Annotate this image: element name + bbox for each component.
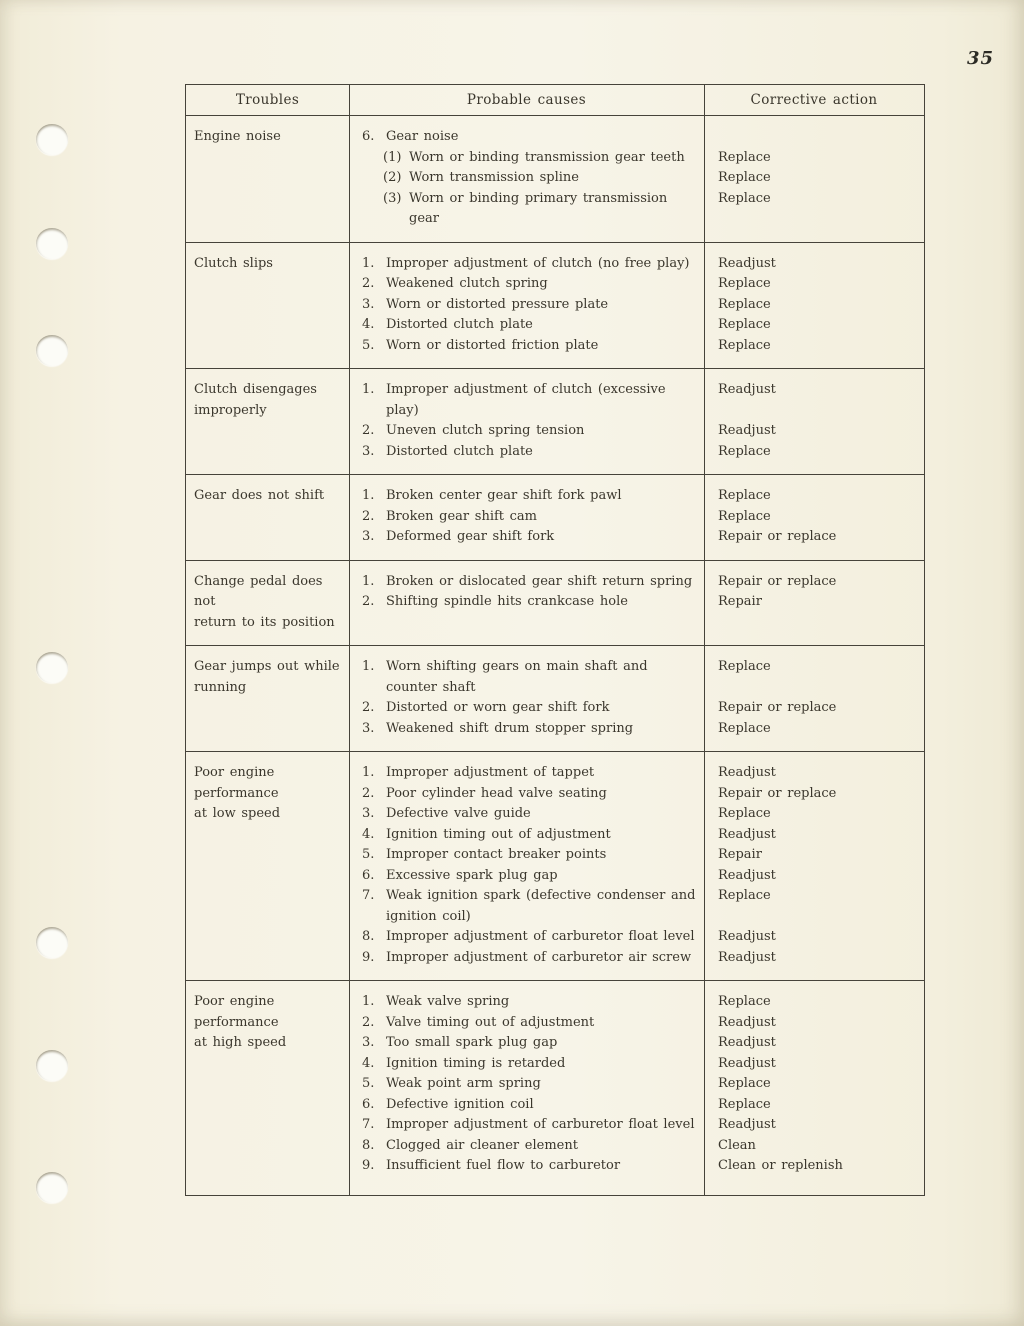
- trouble-text: running: [194, 679, 247, 695]
- cause-number: 1.: [362, 255, 375, 271]
- cause-description: Too small spark plug gap: [386, 1035, 558, 1050]
- cause-number: 8.: [362, 929, 375, 944]
- cause-number: 2.: [362, 700, 375, 715]
- trouble-text: Gear jumps out while: [194, 659, 340, 674]
- probable-cause: [349, 1033, 704, 1054]
- probable-cause: [349, 1095, 704, 1116]
- cause-number: 1.: [362, 765, 375, 780]
- cause-action-pair: [349, 168, 924, 189]
- cause-number: (2): [383, 170, 402, 185]
- cause-action-pair: [349, 274, 924, 295]
- corrective-action: Replace: [718, 317, 771, 332]
- binder-hole: [36, 1172, 68, 1203]
- cause-description: Worn transmission spline: [409, 170, 579, 185]
- corrective-action: Repair or replace: [718, 573, 837, 589]
- probable-cause: [349, 380, 704, 421]
- probable-cause: [349, 763, 704, 784]
- probable-cause: [349, 295, 704, 316]
- cause-description: Ignition timing is retarded: [386, 1055, 566, 1071]
- cause-action-pair: [349, 763, 924, 784]
- probable-cause: [349, 421, 704, 442]
- trouble-text: Gear does not shift: [194, 488, 325, 503]
- causes-and-actions: [349, 763, 924, 968]
- corrective-action: Replace: [718, 276, 771, 291]
- cause-description: Gear noise: [386, 129, 459, 144]
- cause-description: Improper adjustment of carburetor float level: [386, 929, 695, 944]
- corrective-action: Readjust: [718, 867, 776, 883]
- trouble-cell: [186, 992, 349, 1177]
- binder-hole: [36, 1050, 68, 1081]
- cause-description: Ignition timing out of adjustment: [386, 826, 611, 842]
- causes-and-actions: [349, 254, 924, 357]
- probable-cause: [349, 1013, 704, 1034]
- trouble-text: at high speed: [194, 1035, 287, 1050]
- corrective-action: Replace: [718, 337, 771, 353]
- header-probable-causes: Probable causes: [466, 91, 587, 108]
- trouble-text: Engine noise: [194, 129, 281, 144]
- causes-and-actions: [349, 657, 924, 739]
- corrective-action: Clean: [718, 1137, 756, 1153]
- cause-number: (3): [383, 190, 402, 206]
- probable-cause: [349, 886, 704, 927]
- probable-cause: [349, 1136, 704, 1157]
- probable-cause: [349, 845, 704, 866]
- cause-number: 6.: [362, 867, 375, 883]
- cause-action-pair: [349, 295, 924, 316]
- binder-hole: [36, 335, 68, 366]
- cause-description: Worn or distorted friction plate: [386, 337, 599, 353]
- cause-description: Distorted or worn gear shift fork: [386, 700, 610, 715]
- cause-action-pair: [349, 148, 924, 169]
- corrective-action: Readjust: [718, 382, 776, 397]
- cause-description: Weak ignition spark (defective condenser and ignition coil): [386, 888, 696, 924]
- probable-cause: [349, 1074, 704, 1095]
- trouble-cell: [186, 380, 349, 462]
- probable-cause: [349, 336, 704, 357]
- cause-action-pair: [349, 927, 924, 948]
- corrective-action: Replace: [718, 659, 771, 674]
- cause-action-pair: [349, 1033, 924, 1054]
- causes-and-actions: [349, 572, 924, 634]
- cause-action-pair: [349, 254, 924, 275]
- cause-action-pair: [349, 1136, 924, 1157]
- cause-action-pair: [349, 442, 924, 463]
- trouble-cell: [186, 254, 349, 357]
- cause-action-pair: [349, 698, 924, 719]
- corrective-action: Readjust: [718, 1117, 776, 1132]
- corrective-action: Repair or replace: [718, 785, 837, 801]
- trouble-text: Poor engine performance: [194, 994, 279, 1030]
- corrective-action: Clean or replenish: [718, 1158, 843, 1173]
- header-corrective-action: Corrective action: [750, 91, 878, 108]
- cause-number: 4.: [362, 317, 375, 332]
- cause-number: 4.: [362, 1055, 375, 1071]
- cause-number: 9.: [362, 1158, 375, 1173]
- probable-cause: [349, 719, 704, 740]
- table-row: [186, 645, 924, 751]
- cause-action-pair: [349, 1054, 924, 1075]
- cause-description: Weakened clutch spring: [386, 276, 548, 291]
- probable-cause: [349, 866, 704, 887]
- corrective-action: Replace: [718, 1076, 771, 1091]
- cause-action-pair: [349, 1115, 924, 1136]
- probable-cause: [349, 254, 704, 275]
- cause-number: (1): [383, 149, 402, 165]
- table-row: [186, 242, 924, 369]
- probable-cause: [349, 804, 704, 825]
- corrective-action: Replace: [718, 806, 771, 821]
- trouble-cell: [186, 657, 349, 739]
- cause-number: 3.: [362, 1035, 375, 1050]
- cause-description: Improper contact breaker points: [386, 847, 607, 862]
- probable-cause: [349, 927, 704, 948]
- cause-action-pair: [349, 1074, 924, 1095]
- table-body: [186, 115, 924, 1195]
- cause-number: 2.: [362, 1014, 375, 1030]
- cause-number: 3.: [362, 806, 375, 821]
- probable-cause: [349, 1054, 704, 1075]
- trouble-cell: [186, 763, 349, 968]
- probable-cause: [349, 825, 704, 846]
- corrective-action: Replace: [718, 1096, 771, 1112]
- trouble-text: at low speed: [194, 806, 281, 821]
- table-row: [186, 751, 924, 980]
- causes-and-actions: [349, 992, 924, 1177]
- cause-action-pair: [349, 845, 924, 866]
- cause-number: 6.: [362, 129, 375, 144]
- cause-action-pair: [349, 1095, 924, 1116]
- page-number: 35: [966, 48, 994, 69]
- cause-number: 3.: [362, 443, 375, 459]
- trouble-text: return to its position: [194, 614, 335, 630]
- corrective-action: Readjust: [718, 1055, 776, 1071]
- corrective-action: Repair: [718, 594, 762, 609]
- cause-description: Distorted clutch plate: [386, 317, 533, 332]
- probable-cause: [349, 1115, 704, 1136]
- corrective-action: Replace: [718, 488, 771, 503]
- cause-number: 3.: [362, 529, 375, 544]
- cause-description: Broken center gear shift fork pawl: [386, 488, 622, 503]
- corrective-action: Replace: [718, 296, 771, 312]
- cause-number: 1.: [362, 382, 375, 397]
- probable-cause: [349, 315, 704, 336]
- trouble-text: Change pedal does not: [194, 573, 323, 609]
- cause-action-pair: [349, 527, 924, 548]
- binder-hole: [36, 652, 68, 683]
- trouble-text: improperly: [194, 402, 267, 418]
- probable-cause: [349, 442, 704, 463]
- cause-number: 2.: [362, 276, 375, 291]
- corrective-action: Readjust: [718, 929, 776, 944]
- binder-hole: [36, 124, 68, 155]
- column-divider: [704, 85, 705, 1195]
- cause-number: 5.: [362, 847, 375, 862]
- table-header-row: [186, 85, 924, 115]
- cause-action-pair: [349, 421, 924, 442]
- cause-number: 6.: [362, 1096, 375, 1112]
- trouble-cell: [186, 572, 349, 634]
- trouble-text: Clutch disengages: [194, 382, 317, 397]
- cause-number: 2.: [362, 508, 375, 524]
- cause-number: 3.: [362, 720, 375, 736]
- cause-description: Improper adjustment of tappet: [386, 765, 595, 780]
- cause-action-pair: [349, 592, 924, 613]
- cause-description: Broken gear shift cam: [386, 508, 538, 524]
- cause-action-pair: [349, 127, 924, 148]
- cause-action-pair: [349, 1013, 924, 1034]
- probable-cause: [349, 189, 704, 230]
- cause-number: 5.: [362, 1076, 375, 1091]
- cause-number: 1.: [362, 994, 375, 1009]
- corrective-action: Replace: [718, 888, 771, 903]
- corrective-action: Replace: [718, 994, 771, 1009]
- trouble-text: Clutch slips: [194, 255, 273, 271]
- corrective-action: Readjust: [718, 1014, 776, 1030]
- cause-description: Uneven clutch spring tension: [386, 423, 585, 438]
- cause-description: Defective ignition coil: [386, 1096, 534, 1112]
- cause-action-pair: [349, 825, 924, 846]
- corrective-action: Replace: [718, 443, 771, 459]
- cause-action-pair: [349, 804, 924, 825]
- probable-cause: [349, 992, 704, 1013]
- corrective-action: Readjust: [718, 765, 776, 780]
- cause-description: Excessive spark plug gap: [386, 867, 558, 883]
- cause-description: Clogged air cleaner element: [386, 1137, 578, 1153]
- cause-number: 2.: [362, 423, 375, 438]
- corrective-action: Readjust: [718, 949, 776, 965]
- cause-action-pair: [349, 948, 924, 969]
- cause-action-pair: [349, 886, 924, 927]
- troubleshooting-table: [185, 84, 925, 1196]
- corrective-action: Readjust: [718, 255, 776, 271]
- cause-action-pair: [349, 866, 924, 887]
- probable-cause: [349, 527, 704, 548]
- cause-action-pair: [349, 657, 924, 698]
- trouble-text: Poor engine performance: [194, 765, 279, 801]
- cause-description: Improper adjustment of carburetor float level: [386, 1117, 695, 1132]
- corrective-action: Replace: [718, 170, 771, 185]
- probable-cause: [349, 486, 704, 507]
- cause-number: 2.: [362, 594, 375, 609]
- cause-description: Insufficient fuel flow to carburetor: [386, 1158, 621, 1173]
- corrective-action: Replace: [718, 149, 771, 165]
- header-troubles: Troubles: [235, 91, 300, 108]
- cause-description: Worn or distorted pressure plate: [386, 296, 609, 312]
- probable-cause: [349, 168, 704, 189]
- probable-cause: [349, 657, 704, 698]
- corrective-action: Readjust: [718, 826, 776, 842]
- cause-number: 1.: [362, 659, 375, 674]
- trouble-cell: [186, 486, 349, 548]
- corrective-action: Readjust: [718, 423, 776, 438]
- table-row: [186, 980, 924, 1195]
- cause-number: 3.: [362, 296, 375, 312]
- cause-action-pair: [349, 380, 924, 421]
- cause-description: Weak point arm spring: [386, 1076, 541, 1091]
- binder-hole: [36, 927, 68, 958]
- cause-action-pair: [349, 486, 924, 507]
- cause-description: Poor cylinder head valve seating: [386, 785, 607, 801]
- probable-cause: [349, 784, 704, 805]
- trouble-cell: [186, 127, 349, 230]
- probable-cause: [349, 148, 704, 169]
- table-row: [186, 474, 924, 560]
- corrective-action: Replace: [718, 508, 771, 524]
- cause-description: Broken or dislocated gear shift return spring: [386, 573, 693, 589]
- table-row: [186, 115, 924, 242]
- cause-description: Worn shifting gears on main shaft and counter shaft: [386, 659, 648, 695]
- cause-description: Improper adjustment of clutch (excessive play): [386, 382, 666, 418]
- cause-action-pair: [349, 1156, 924, 1177]
- causes-and-actions: [349, 380, 924, 462]
- corrective-action: Repair or replace: [718, 529, 837, 544]
- column-divider: [349, 85, 350, 1195]
- cause-description: Shifting spindle hits crankcase hole: [386, 594, 628, 609]
- corrective-action: Repair: [718, 847, 762, 862]
- cause-number: 8.: [362, 1137, 375, 1153]
- cause-description: Valve timing out of adjustment: [386, 1014, 595, 1030]
- table-row: [186, 560, 924, 646]
- cause-number: 2.: [362, 785, 375, 801]
- cause-number: 7.: [362, 888, 375, 903]
- cause-action-pair: [349, 992, 924, 1013]
- cause-action-pair: [349, 507, 924, 528]
- cause-description: Worn or binding primary transmission gear: [409, 190, 668, 226]
- corrective-action: Readjust: [718, 1035, 776, 1050]
- cause-number: 7.: [362, 1117, 375, 1132]
- cause-number: 1.: [362, 573, 375, 589]
- table-row: [186, 368, 924, 474]
- probable-cause: [349, 1156, 704, 1177]
- cause-number: 4.: [362, 826, 375, 842]
- cause-action-pair: [349, 572, 924, 593]
- corrective-action: Replace: [718, 190, 771, 206]
- probable-cause: [349, 572, 704, 593]
- cause-action-pair: [349, 189, 924, 230]
- causes-and-actions: [349, 127, 924, 230]
- probable-cause: [349, 698, 704, 719]
- probable-cause: [349, 592, 704, 613]
- cause-description: Defective valve guide: [386, 806, 531, 821]
- probable-cause: [349, 274, 704, 295]
- cause-number: 5.: [362, 337, 375, 353]
- cause-description: Weakened shift drum stopper spring: [386, 720, 634, 736]
- cause-action-pair: [349, 784, 924, 805]
- corrective-action: Replace: [718, 720, 771, 736]
- cause-action-pair: [349, 315, 924, 336]
- cause-description: Distorted clutch plate: [386, 443, 533, 459]
- cause-number: 1.: [362, 488, 375, 503]
- binder-hole: [36, 228, 68, 259]
- cause-description: Worn or binding transmission gear teeth: [409, 149, 685, 165]
- corrective-action: Repair or replace: [718, 700, 837, 715]
- cause-action-pair: [349, 719, 924, 740]
- probable-cause: [349, 507, 704, 528]
- cause-number: 9.: [362, 949, 375, 965]
- cause-description: Weak valve spring: [386, 994, 510, 1009]
- causes-and-actions: [349, 486, 924, 548]
- probable-cause: [349, 127, 704, 148]
- cause-description: Deformed gear shift fork: [386, 529, 555, 544]
- cause-description: Improper adjustment of carburetor air screw: [386, 949, 692, 965]
- cause-action-pair: [349, 336, 924, 357]
- cause-description: Improper adjustment of clutch (no free play): [386, 255, 690, 271]
- probable-cause: [349, 948, 704, 969]
